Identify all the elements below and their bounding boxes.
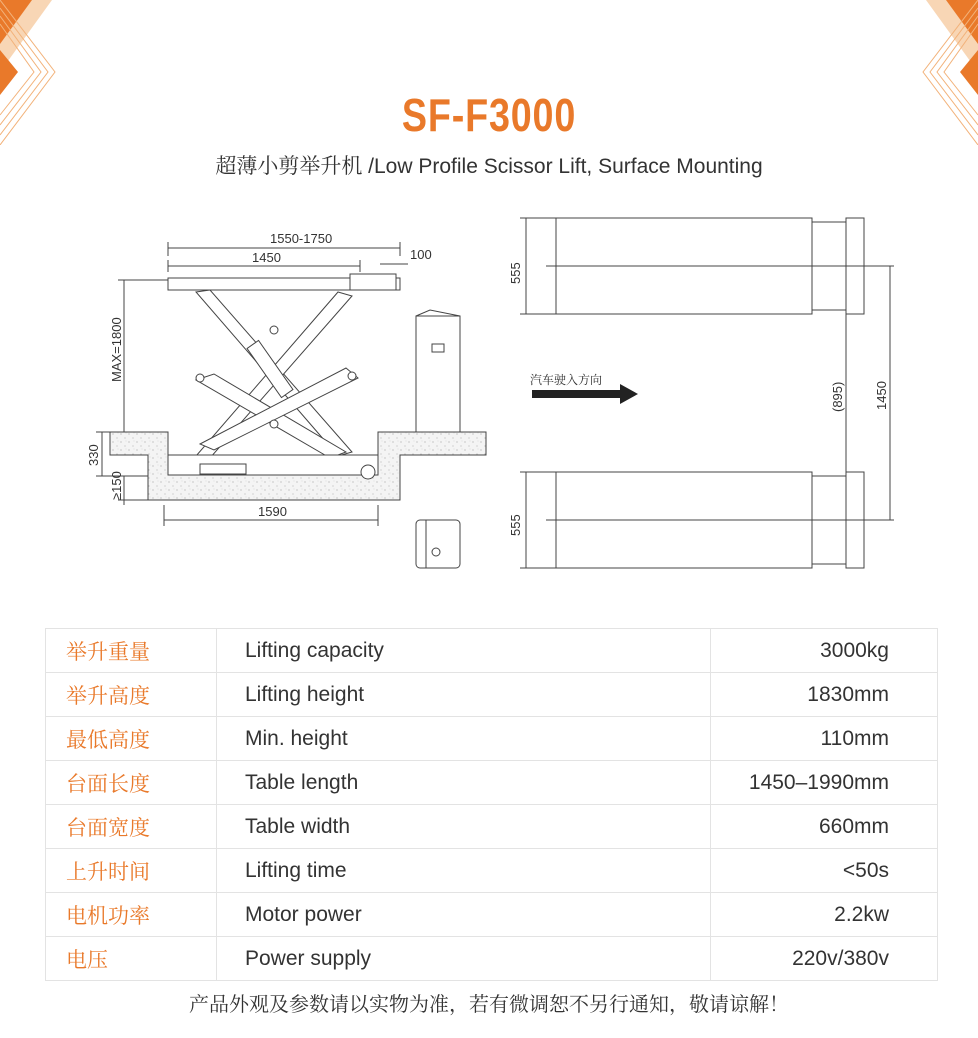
spec-label-cn: 台面宽度 bbox=[46, 805, 217, 849]
spec-label-en: Motor power bbox=[217, 893, 711, 937]
spec-label-cn: 电机功率 bbox=[46, 893, 217, 937]
spec-label-cn: 最低高度 bbox=[46, 717, 217, 761]
spec-value: 110mm bbox=[711, 717, 938, 761]
table-row bbox=[46, 849, 938, 893]
dim-555-top: 555 bbox=[508, 262, 523, 284]
corner-decoration-left bbox=[0, 0, 100, 145]
spec-label-cn: 举升重量 bbox=[46, 629, 217, 673]
dim-330: 330 bbox=[86, 444, 101, 466]
table-row bbox=[46, 673, 938, 717]
spec-value: 2.2kw bbox=[711, 893, 938, 937]
spec-value: 220v/380v bbox=[711, 937, 938, 981]
spec-label-en: Table length bbox=[217, 761, 711, 805]
spec-label-en: Min. height bbox=[217, 717, 711, 761]
table-row bbox=[46, 805, 938, 849]
dim-1450-vertical: 1450 bbox=[874, 381, 889, 410]
spec-table bbox=[45, 628, 938, 981]
table-row bbox=[46, 937, 938, 981]
page-subtitle: 超薄小剪举升机 /Low Profile Scissor Lift, Surface Mounting bbox=[215, 155, 763, 178]
dim-1550-1750: 1550-1750 bbox=[270, 231, 333, 246]
dim-1450: 1450 bbox=[252, 250, 281, 265]
dim-150: ≥150 bbox=[109, 471, 124, 500]
spec-value: 1830mm bbox=[711, 673, 938, 717]
spec-value: <50s bbox=[711, 849, 938, 893]
spec-label-cn: 上升时间 bbox=[46, 849, 217, 893]
disclaimer-note: 产品外观及参数请以实物为准，若有微调恕不另行通知，敬请谅解！ bbox=[189, 994, 789, 1016]
spec-value: 3000kg bbox=[711, 629, 938, 673]
side-view bbox=[96, 242, 486, 568]
spec-label-cn: 电压 bbox=[46, 937, 217, 981]
technical-drawing bbox=[0, 190, 978, 590]
table-row bbox=[46, 893, 938, 937]
spec-label-en: Lifting capacity bbox=[217, 629, 711, 673]
spec-label-en: Lifting height bbox=[217, 673, 711, 717]
dim-1590: 1590 bbox=[258, 504, 287, 519]
table-row bbox=[46, 629, 938, 673]
spec-value: 660mm bbox=[711, 805, 938, 849]
dim-895: (895) bbox=[830, 381, 845, 412]
page-title: SF-F3000 bbox=[401, 89, 577, 141]
direction-label: 汽车驶入方向 bbox=[530, 373, 603, 387]
spec-label-cn: 台面长度 bbox=[46, 761, 217, 805]
spec-label-cn: 举升高度 bbox=[46, 673, 217, 717]
spec-label-en: Table width bbox=[217, 805, 711, 849]
spec-label-en: Power supply bbox=[217, 937, 711, 981]
dim-100: 100 bbox=[410, 247, 432, 262]
table-row bbox=[46, 761, 938, 805]
dim-555-bottom: 555 bbox=[508, 514, 523, 536]
spec-value: 1450–1990mm bbox=[711, 761, 938, 805]
arrow-icon bbox=[532, 384, 638, 404]
dim-max-1800: MAX=1800 bbox=[109, 317, 124, 382]
corner-decoration-right bbox=[878, 0, 978, 145]
spec-label-en: Lifting time bbox=[217, 849, 711, 893]
table-row bbox=[46, 717, 938, 761]
